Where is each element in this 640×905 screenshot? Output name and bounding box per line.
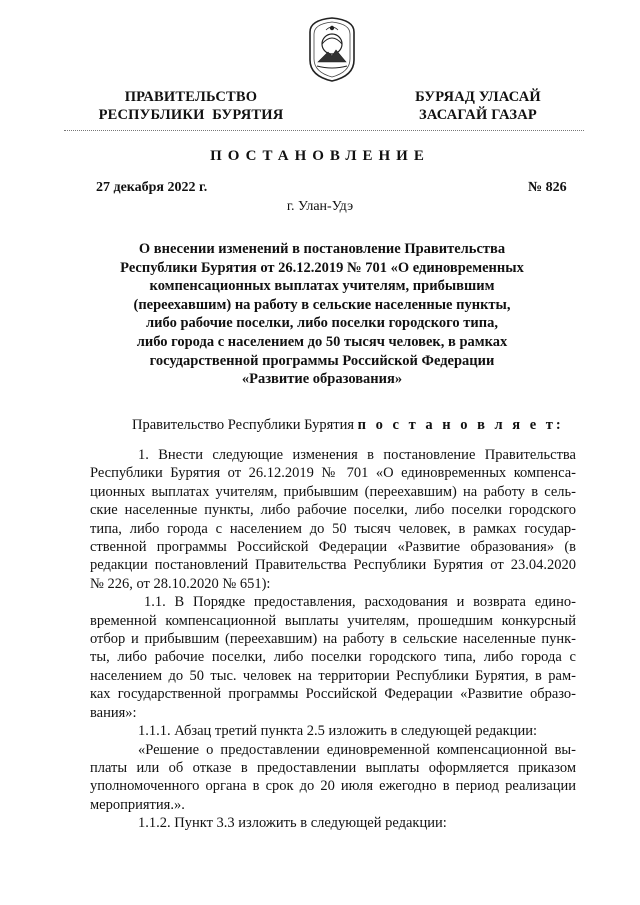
decree-word: п о с т а н о в л я е т:: [357, 417, 564, 433]
body-line: 1. Внести следующие изменения в постановление Правительства: [138, 447, 576, 463]
header-right-line2: ЗАСАГАЙ ГАЗАР: [419, 107, 537, 123]
document-body: [90, 446, 576, 833]
body-line: 1.1.2. Пункт 3.3 изложить в следующей редакции:: [138, 815, 447, 832]
body-line: временной компенсационной выплаты учителям, прошедшим конкурсный: [90, 612, 576, 629]
body-line: Республики Бурятия от 26.12.2019 № 701 «О единовременных компенса-: [90, 465, 576, 482]
header-divider: [64, 130, 584, 131]
subject-line: О внесении изменений в постановление Правительства: [138, 241, 506, 257]
document-title: ПОСТАНОВЛЕНИЕ: [210, 148, 430, 164]
subject-line: Республики Бурятия от 26.12.2019 № 701 «О единовременных: [120, 259, 524, 276]
document-number: № 826: [528, 180, 567, 195]
body-line: ты, либо рабочие поселки, либо поселки городского типа, либо города с: [90, 649, 576, 666]
body-line: ственной программы Российской Федерации «Развитие образования» (в: [90, 539, 576, 556]
subject-line: «Развитие образования»: [241, 371, 403, 388]
document-subject: [112, 240, 532, 389]
body-line: платы или об отказе в предоставлении выплаты оформляется приказом: [90, 759, 576, 776]
body-line: мероприятия.».: [90, 796, 185, 813]
document-date: 27 декабря 2022 г.: [96, 180, 208, 195]
body-line: ционных выплатах учителям, прибывшим (переехавшим) на работу в сель-: [90, 483, 576, 500]
subject-line: либо города с населением до 50 тысяч человек, в рамках: [136, 333, 508, 350]
document-city: г. Улан-Удэ: [286, 199, 354, 214]
subject-line: либо рабочие поселки, либо поселки городского типа,: [146, 315, 498, 332]
body-line: уполномоченного органа в срок до 20 июля ежегодно в период реализации: [90, 778, 576, 795]
body-line: № 226, от 28.10.2020 № 651):: [90, 575, 271, 592]
body-line: ках государственной программы Российской Федерации «Развитие образо-: [90, 686, 576, 703]
body-line: населением до 50 тыс. человек на территории Республики Бурятия, в рам-: [90, 667, 576, 684]
subject-line: компенсационных выплатах учителям, прибывшим: [149, 278, 495, 295]
header-left: [86, 88, 296, 124]
header-left-line2: РЕСПУБЛИКИ БУРЯТИЯ: [98, 107, 284, 123]
header-left-line1: ПРАВИТЕЛЬСТВО: [124, 89, 258, 105]
body-line: типа, либо города с населением до 50 тысяч человек, в рамках государ-: [90, 520, 576, 537]
body-line: отбор и прибывшим (переехавшим) на работу в сельские населенные пунк-: [90, 631, 576, 648]
subject-line: государственной программы Российской Федерации: [149, 352, 495, 369]
subject-line: (переехавшим) на работу в сельские населенные пункты,: [133, 296, 511, 313]
body-line: 1.1. В Порядке предоставления, расходования и возврата едино-: [144, 594, 576, 611]
body-line: вания»:: [90, 704, 137, 721]
header-right: [378, 88, 578, 124]
body-line: ские населенные пункты, либо рабочие поселки, либо поселки городского: [90, 502, 576, 519]
coat-of-arms-emblem: [304, 14, 360, 84]
body-line: 1.1.1. Абзац третий пункта 2.5 изложить в следующей редакции:: [138, 723, 537, 740]
body-line: редакции постановлений Правительства Республики Бурятия от 23.04.2020: [90, 557, 576, 574]
header-right-line1: БУРЯАД УЛАСАЙ: [415, 89, 541, 105]
decree-statement: [132, 417, 564, 434]
body-line: «Решение о предоставлении единовременной компенсационной вы-: [138, 741, 576, 758]
decree-prefix: Правительство Республики Бурятия: [132, 417, 355, 433]
